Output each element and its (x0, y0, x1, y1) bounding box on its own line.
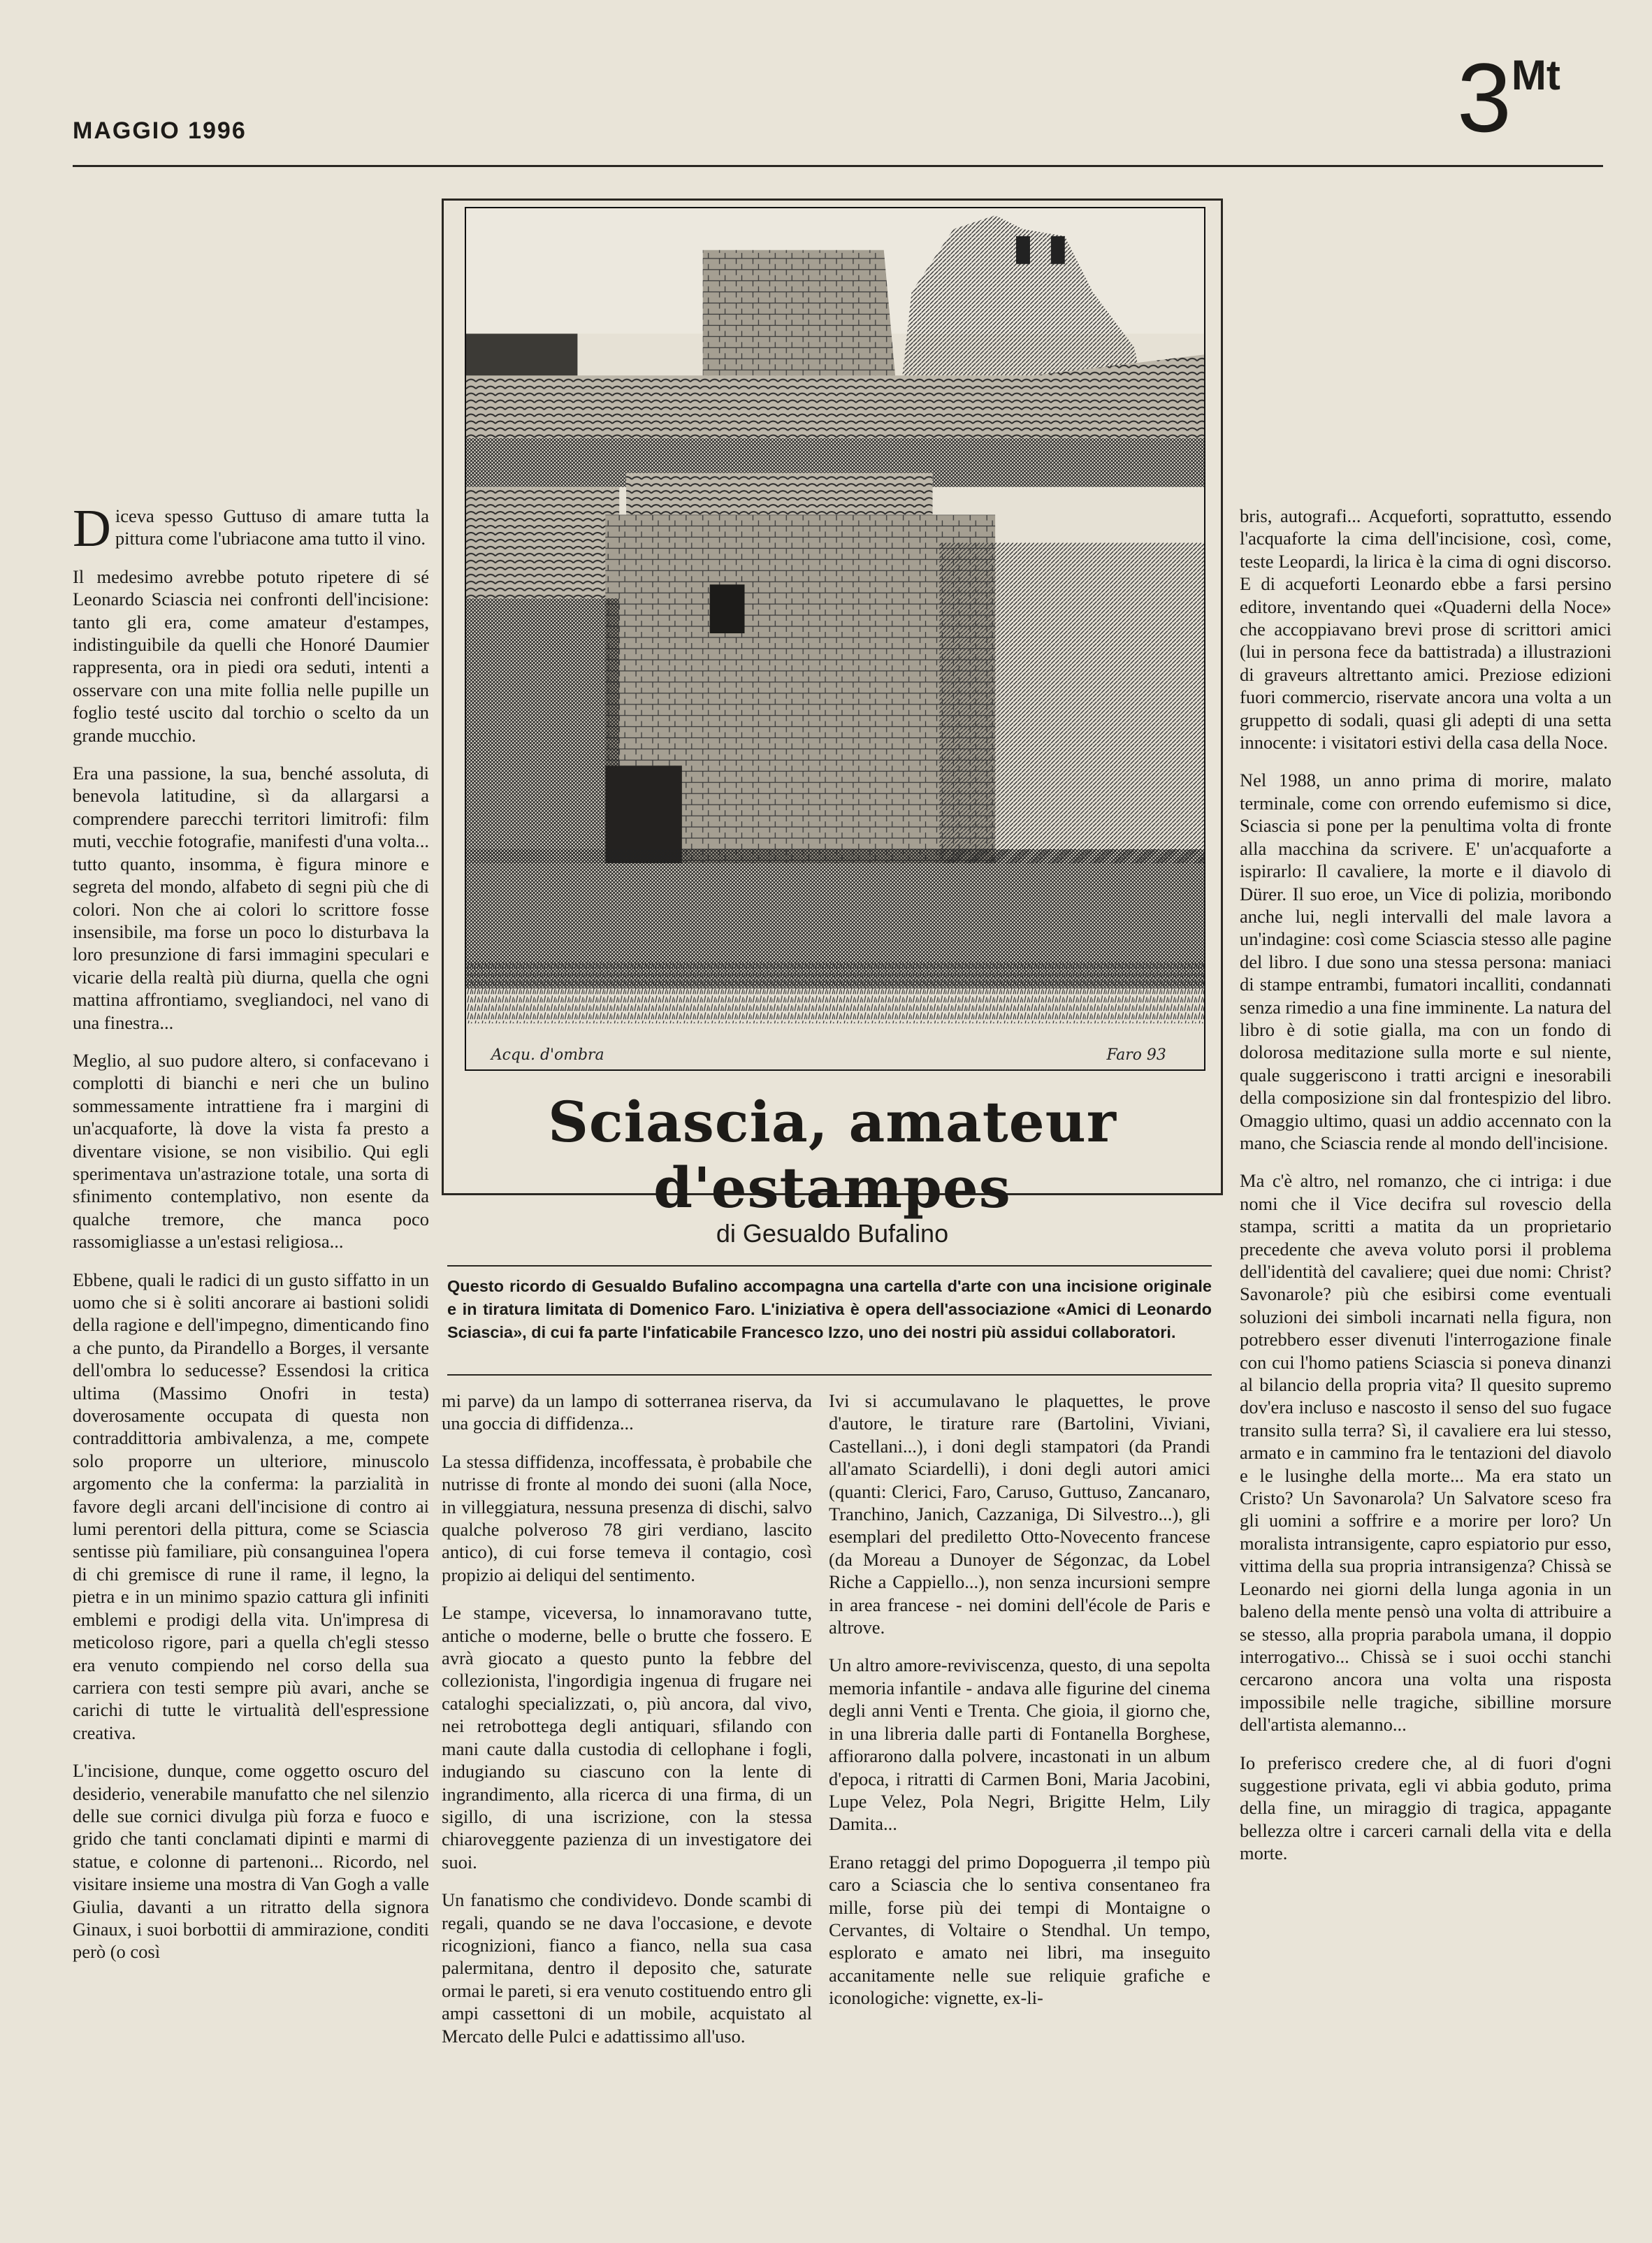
drop-cap: D (73, 499, 111, 558)
etching-signature-right: Faro 93 (1106, 1046, 1166, 1065)
paragraph: Erano retaggi del primo Dopoguerra ,il tempo più caro a Sciascia che lo sentiva consentaneo fra mille, forse più dei tempi di Montaigne o Cervantes, di Voltaire o Stendhal. Un tempo, esplorato e amato nei libri, ma inseguito accanitamente nelle sue reliquie grafiche e iconologiche: vignette, ex-li- (829, 1851, 1210, 2009)
column-2 (442, 1390, 812, 2063)
page-number: 3 (1457, 43, 1512, 152)
article-intro: Questo ricordo di Gesualdo Bufalino accompagna una cartella d'arte con una incisione originale e in tiratura limitata di Domenico Faro. L'iniziativa è opera dell'associazione «Amici di Leonardo Sciascia», di cui fa parte l'infaticabile Francesco Izzo, uno dei nostri più assidui collaboratori. (447, 1277, 1212, 1341)
paragraph: La stessa diffidenza, incoffessata, è probabile che nutrisse di fronte al mondo dei suoni (alla Noce, in villeggiatura, nessuna presenza di dischi, salvo qualche polveroso 78 giri verdiano, lascito antico), di cui forse temeva il contagio, così propizio ai deliqui del sentimento. (442, 1450, 812, 1585)
paragraph: L'incisione, dunque, come oggetto oscuro del desiderio, venerabile manufatto che nel silenzio delle sue cornici divulga più forza e fuoco e grido che tanti conclamati dipinti e marmi di statue, e colonne di partenoni... Ricordo, nel visitare insieme una mostra di Van Gogh a valle Giulia, davanti a un ritratto della signora Ginaux, i suoi borbottii di ammirazione, conditi però (o così (73, 1760, 429, 1963)
paragraph: Il medesimo avrebbe potuto ripetere di sé Leonardo Sciascia nei confronti dell'incisione: tanto gli era, come amateur d'estampes, indistinguibile da quelli che Honoré Daumier rappresenta, ora in piedi ora seduti, intenti a osservare con una mite follia nelle pupille un foglio testé uscito dal torchio o scelto da un grande mucchio. (73, 565, 429, 746)
intro-rule-top (447, 1265, 1212, 1267)
article-title: Sciascia, amateur d'estampes (548, 1089, 1117, 1220)
etching-image (465, 207, 1205, 1071)
paragraph-text: iceva spesso Guttuso di amare tutta la pittura come l'ubriacone ama tutto il vino. (115, 505, 429, 549)
paragraph: mi parve) da un lampo di sotterranea riserva, da una goccia di diffidenza... (442, 1390, 812, 1434)
paragraph: Ivi si accumulavano le plaquettes, le prove d'autore, le tirature rare (Bartolini, Viviani, Castellani...), i doni degli stampatori (da Prandi all'amato Sciardelli), i doni degli autori amici (quanti: Clerici, Faro, Caruso, Guttuso, Zancanaro, Tranchino, Janich, Cazzaniga, Di Silvestro...), gli esemplari del prediletto Otto-Novecento francese (da Moreau a Dunoyer de Ségonzac, da Lobel Riche a Cappiello...), non senza incursioni sempre in area francese - nei domini dell'école de Paris e altrove. (829, 1390, 1210, 1638)
paragraph: Ma c'è altro, nel romanzo, che ci intriga: i due nomi che il Vice decifra sul rovescio della stampa, scritti a matita da un proprietario precedente che aveva voluto porsi il problema dell'identità del cavaliere; quei due nomi: Christ? Savonarole? più che esibirsi come eventuali soluzioni dei simboli incarnati nella figura, non potrebbero esser divenuti l'interrogazione finale con cui l'homo patiens Sciascia si poneva dinanzi al bilancio della propria vita? Il quesito supremo dov'era incluso e nascosto il senso del suo fugace transito sulla terra? Sì, il cavaliere era lui stesso, armato e in cammino fra le tentazioni del diavolo e le lusinghe della morte... Ma era stato un Cristo? Un Savonarola? Un Salvatore sceso fra gli uomini a soffrire e a morire per loro? Un moralista intransigente, capro espiatorio pur esso, vittima della sua propria intransigenza? Chissà se Leonardo nei giorni della lunga agonia in un baleno della mente pensò una volta di attribuire a se stesso, alla propria parabola umana, il doppio interrogativo... Chissà se i suoi occhi stanchi cercarono ancora una volta una risposta impossibile nelle tragiche, sibilline morsure dell'artista alemanno... (1240, 1170, 1611, 1736)
paragraph: Io preferisco credere che, al di fuori d'ogni suggestione privata, egli vi abbia goduto, prima della fine, un miraggio di tragica, appagante bellezza oltre i carceri carnali della vita e della morte. (1240, 1752, 1611, 1864)
paragraph: Un altro amore-reviviscenza, questo, di una sepolta memoria infantile - andava alle figurine del cinema degli anni Venti e Trenta. Che gioia, il giorno che, in una libreria dalle parti di Fontanella Borghese, affiorarono dalla polvere, incastonati in un album d'epoca, i ritratti di Carmen Boni, Maria Jacobini, Lupe Velez, Pola Negri, Brigitte Helm, Lily Damita... (829, 1654, 1210, 1835)
paragraph: Un fanatismo che condividevo. Donde scambi di regali, quando se ne dava l'occasione, e devote ricognizioni, fianco a fianco, nella sua casa palermitana, dentro il deposito che, saturate ormai le pareti, si era venuto costituendo entro gli ampi cassettoni di un mobile, acquistato al Mercato delle Pulci e adattissimo all'uso. (442, 1889, 812, 2047)
page-mark (1457, 43, 1560, 152)
paragraph: Era una passione, la sua, benché assoluta, di benevola latitudine, sì da allargarsi a comprendere parecchi territori limitrofi: film muti, vecchie fotografie, manifesti d'una volta... tutto quanto, insomma, è figura minore e segreta del mondo, alfabeto di segni più che di colori. Non che ai colori lo scrittore fosse insensibile, ma forse un poco lo disturbava la loro presunzione di farsi immagini speculari e vicarie della realtà più diurna, quella che ogni mattina affrontiamo, svegliandoci, nel vano di una finestra... (73, 763, 429, 1033)
header-rule (73, 165, 1603, 167)
article-byline: di Gesualdo Bufalino (716, 1219, 949, 1248)
issue-date: MAGGIO 1996 (73, 117, 247, 144)
paragraph: Le stampe, viceversa, lo innamoravano tutte, antiche o moderne, belle o brutte che fossero. E avrà giocato a questo punto la febbre del collezionista, l'ingordigia ingenua di frugare nei cataloghi specializzati, o, più ancora, dal vivo, nei retrobottega degli antiquari, sfilando con mani caute dalla custodia di cellophane i fogli, indugiando su ciascuno con la lente di ingrandimento, alla ricerca di una firma, di un sigillo, di una iscrizione, con la stessa chiaroveggente pazienza di un investigatore dei suoi. (442, 1602, 812, 1873)
paragraph: bris, autografi... Acqueforti, soprattutto, essendo l'acquaforte la cima dell'incisione, così, come, teste Leopardi, la lirica è la cima di ogni discorso. E di acqueforti Leonardo ebbe a farsi persino editore, inventando quei «Quaderni della Noce» che accoppiavano brevi prose di scrittori amici (lui in persona fece da battistrada) a illustrazioni di graveurs altrettanto amici. Preziose edizioni fuori commercio, riservate ancora una volta a un gruppetto di sodali, quasi gli adepti di una setta innocente: i visitatori estivi della casa della Noce. (1240, 505, 1611, 753)
paragraph: Ebbene, quali le radici di un gusto siffatto in un uomo che si è soliti ancorare ai bastioni solidi della ragione e dell'impegno, dimenticando fino a che punto, da Pirandello a Borges, il versante dell'ombra lo seducesse? Essendosi la critica ultima (Massimo Onofri in testa) doverosamente occupata di questa non contraddittoria ambivalenza, a me, compete solo proporre un ulteriore, minuscolo argomento che la confermа: la parzialità in favore degli arcani dell'incisione di contro ai lumi perentori della pittura, come se Sciascia sentisse più familiare, più consanguinea l'opera di chi gremisce di rune il rame, il legno, la pietra e in un minimo spazio cattura gli infiniti emblemi e prodigi della vita. Un'impresa di meticoloso rigore, pari a quella ch'egli stesso era venuto compiendo nel corso della sua carriera con testi sempre più avari, anche se carichi di tutte le virtualità dell'espressione creativa. (73, 1269, 429, 1743)
page-mark-sup: Mt (1511, 52, 1560, 99)
village-etching-drawing (466, 208, 1204, 1069)
column-4 (1240, 505, 1611, 1880)
paragraph: Meglio, al suo pudore altero, si confacevano i complotti di bianchi e neri che un bulino sommessamente intrattiene fra i margini di un'acquaforte, là dove la vista fa presto a diventare visione, se non visibilio. Qui egli sperimentava un'astrazione totale, una sorta di sfinimento contemplativo, non esente da qualche tremore, che manca poco rassomigliasse a un'estasi religiosa... (73, 1049, 429, 1253)
intro-rule-bottom (447, 1374, 1212, 1376)
column-3 (829, 1390, 1210, 2025)
column-1 (73, 499, 429, 1979)
paragraph (73, 499, 429, 558)
paragraph: Nel 1988, un anno prima di morire, malato terminale, come con orrendo eufemismo si dice, Sciascia si pone per la penultima volta di fronte alla macchina da scrivere. E' un'acquaforte a ispirarlo: Il cavaliere, la morte e il diavolo di Dürer. Il suo eroe, un Vice di polizia, moribondo anche lui, negli intervalli del male lavora a un'indagine: così come Sciascia stesso alle pagine del libro. I due sono una stessa persona: maniaci di stampe entrambi, fumatori incalliti, condannati senza rimedio a una fine imminente. La natura del libro è di sotie gialla, ma con un fondo di dolorosa meditazione sulla morte e sul niente, quale suggeriscono i tratti arcigni e inesorabili della composizione sin dal frontespizio del libro. Omaggio ultimo, quasi un addio accennato con la mano, che Sciascia rende al mondo dell'incisione. (1240, 770, 1611, 1153)
etching-signature-left: Acqu. d'ombra (491, 1046, 604, 1065)
